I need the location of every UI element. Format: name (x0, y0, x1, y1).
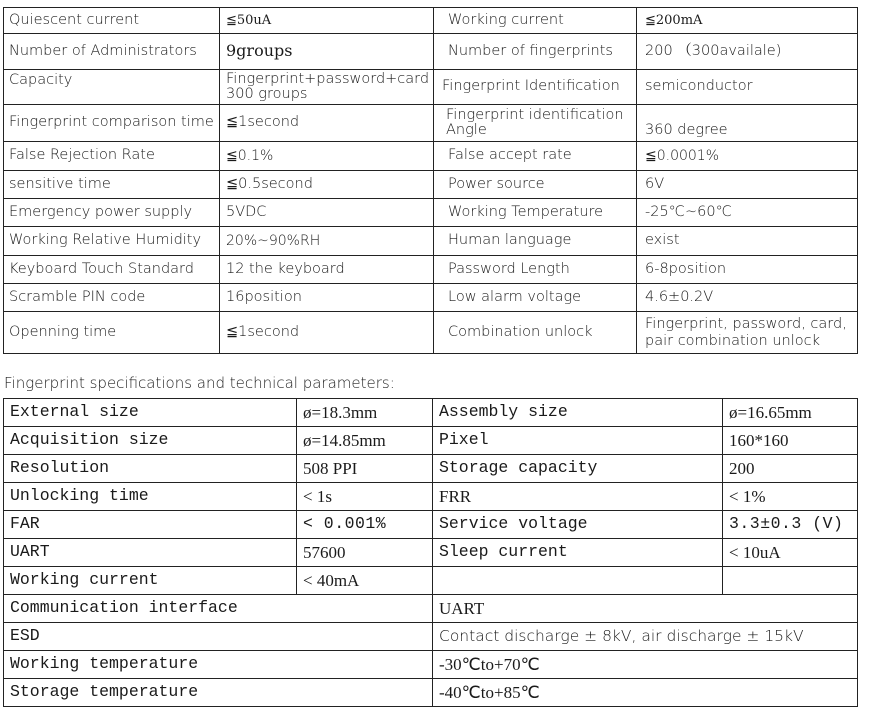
param-label: Human language (434, 227, 637, 256)
param-value: 200 （300availale) (637, 34, 858, 70)
table-row (4, 567, 858, 595)
param-value: 9groups (220, 34, 434, 70)
spec-label: Sleep current (433, 539, 723, 567)
spec-value: < 1s (297, 483, 433, 511)
spec-label: FAR (4, 511, 297, 539)
param-value: 4.6±0.2V (637, 284, 858, 312)
table-row (4, 399, 858, 427)
param-value: 6-8position (637, 256, 858, 284)
table-row (4, 455, 858, 483)
spec-value: ø=16.65mm (723, 399, 858, 427)
param-value: 5VDC (220, 199, 434, 227)
param-value: 360 degree (637, 105, 858, 142)
spec-label: Unlocking time (4, 483, 297, 511)
spec-value: < 1% (723, 483, 858, 511)
spec-value: -30℃to+70℃ (433, 651, 858, 679)
param-value: semiconductor (637, 70, 858, 105)
table-row (4, 679, 858, 707)
param-label: Power source (434, 171, 637, 199)
table-row (4, 34, 858, 70)
spec-value: 57600 (297, 539, 433, 567)
section-title: Fingerprint specifications and technical parameters: (4, 374, 395, 392)
spec-label: Storage temperature (4, 679, 433, 707)
table-row (4, 483, 858, 511)
param-label: Number of Administrators (4, 34, 220, 70)
table-row (4, 312, 858, 354)
spec-label: FRR (433, 483, 723, 511)
table-row (4, 227, 858, 256)
param-label: Keyboard Touch Standard (4, 256, 220, 284)
param-label: False Rejection Rate (4, 142, 220, 171)
spec-label: Service voltage (433, 511, 723, 539)
table-row (4, 651, 858, 679)
param-label: False accept rate (434, 142, 637, 171)
param-value: 20%~90%RH (220, 227, 434, 256)
param-label: Quiescent current (4, 8, 220, 34)
param-label: Working Temperature (434, 199, 637, 227)
spec-label: UART (4, 539, 297, 567)
spec-value (723, 567, 858, 595)
table-row (4, 539, 858, 567)
spec-label: Pixel (433, 427, 723, 455)
spec-label: Resolution (4, 455, 297, 483)
spec-label: Communication interface (4, 595, 433, 623)
param-value: -25℃~60℃ (637, 199, 858, 227)
spec-label: Storage capacity (433, 455, 723, 483)
param-value: 16position (220, 284, 434, 312)
param-label: Low alarm voltage (434, 284, 637, 312)
param-value: ≦0.5second (220, 171, 434, 199)
param-value: ≦200mA (637, 8, 858, 34)
param-value: 6V (637, 171, 858, 199)
param-label: Combination unlock (434, 312, 637, 354)
spec-label: Working current (4, 567, 297, 595)
param-label: Fingerprint identification Angle (434, 105, 637, 142)
param-label: Capacity (4, 70, 220, 105)
spec-label: External size (4, 399, 297, 427)
table-row (4, 427, 858, 455)
param-value: ≦1second (220, 312, 434, 354)
param-value: ≦0.1% (220, 142, 434, 171)
spec-label: Assembly size (433, 399, 723, 427)
spec-value: 200 (723, 455, 858, 483)
spec-value: 3.3±0.3 (V) (723, 511, 858, 539)
spec-value: Contact discharge ± 8kV, air discharge ± 15kV (433, 623, 858, 651)
param-value: ≦1second (220, 105, 434, 142)
spec-value: -40℃to+85℃ (433, 679, 858, 707)
param-value: ≦0.0001% (637, 142, 858, 171)
spec-label: Working temperature (4, 651, 433, 679)
spec-value: < 40mA (297, 567, 433, 595)
param-label: Openning time (4, 312, 220, 354)
basic-parameters-table (3, 7, 858, 354)
spec-value: < 0.001% (297, 511, 433, 539)
table-row (4, 256, 858, 284)
table-row (4, 623, 858, 651)
table-row (4, 284, 858, 312)
param-label: Working current (434, 8, 637, 34)
param-label: Scramble PIN code (4, 284, 220, 312)
spec-value: 160*160 (723, 427, 858, 455)
param-label: Fingerprint Identification (434, 70, 637, 105)
table-row (4, 171, 858, 199)
table-row (4, 142, 858, 171)
table-row (4, 8, 858, 34)
table-row (4, 105, 858, 142)
table-row (4, 70, 858, 105)
table-row (4, 595, 858, 623)
spec-label: Acquisition size (4, 427, 297, 455)
spec-value: ø=18.3mm (297, 399, 433, 427)
param-label: Emergency power supply (4, 199, 220, 227)
table-row (4, 199, 858, 227)
param-label: Working Relative Humidity (4, 227, 220, 256)
param-value: exist (637, 227, 858, 256)
param-label: sensitive time (4, 171, 220, 199)
spec-label: ESD (4, 623, 433, 651)
table-row (4, 511, 858, 539)
spec-value: 508 PPI (297, 455, 433, 483)
param-value: Fingerprint+password+card 300 groups (220, 70, 434, 105)
spec-value: UART (433, 595, 858, 623)
param-label: Number of fingerprints (434, 34, 637, 70)
param-label: Password Length (434, 256, 637, 284)
param-value: ≦50uA (220, 8, 434, 34)
fingerprint-parameters-table (3, 398, 858, 707)
spec-value: ø=14.85mm (297, 427, 433, 455)
spec-value: < 10uA (723, 539, 858, 567)
param-value: 12 the keyboard (220, 256, 434, 284)
param-value: Fingerprint, password, card, pair combination unlock (637, 312, 858, 354)
param-label: Fingerprint comparison time (4, 105, 220, 142)
spec-label (433, 567, 723, 595)
